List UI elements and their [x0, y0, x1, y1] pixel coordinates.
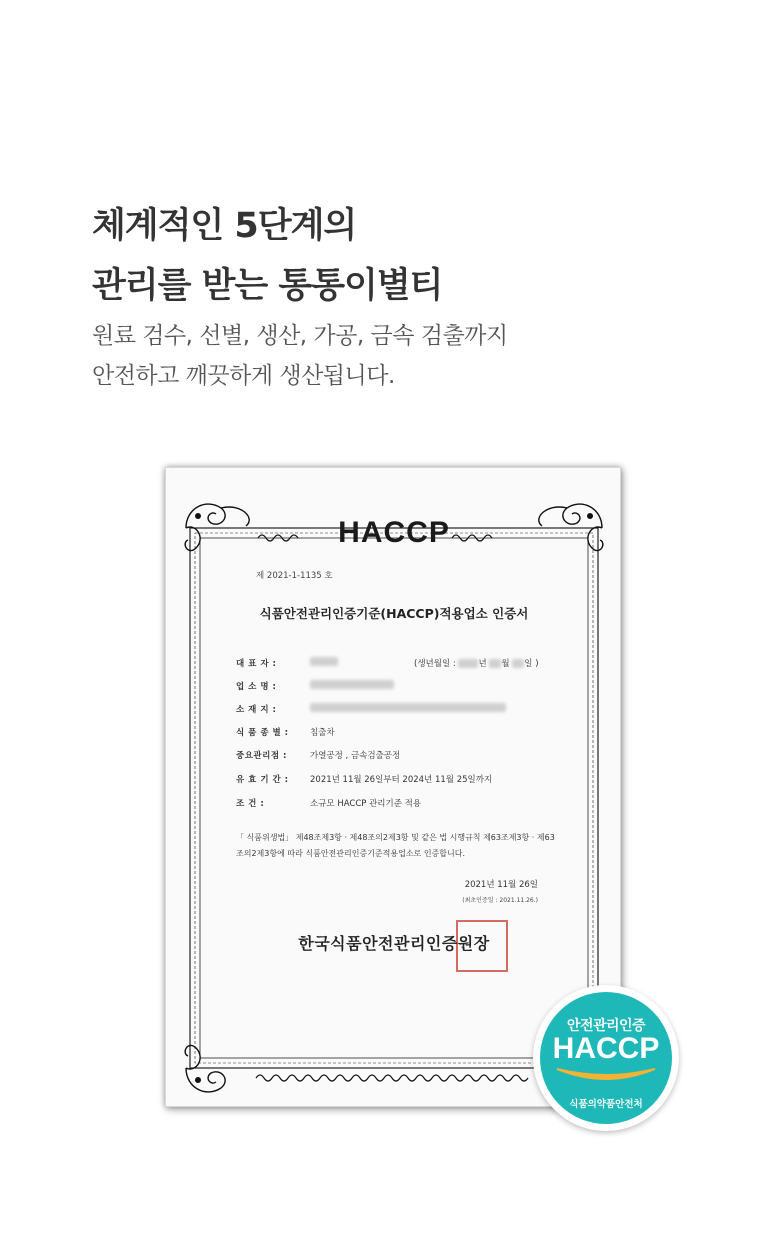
- field-representative: [236, 657, 338, 669]
- field-label: 업 소 명 :: [236, 682, 277, 692]
- badge-swoosh-icon: [555, 1065, 657, 1085]
- field-value-redacted: [310, 657, 338, 669]
- field-label: 유 효 기 간 :: [236, 775, 289, 785]
- birth-day: 일 ): [524, 659, 539, 669]
- field-address: [236, 703, 506, 715]
- birth-month: 월: [501, 659, 510, 669]
- field-business-name: [236, 680, 394, 692]
- birth-year: 년: [478, 659, 487, 669]
- field-validity: [236, 773, 492, 785]
- description-line-1: 원료 검수, 선별, 생산, 가공, 금속 검출까지: [92, 323, 508, 349]
- field-label: 조 건 :: [236, 799, 265, 809]
- field-label: 중요관리점 :: [236, 751, 287, 761]
- field-value: 침출차: [310, 728, 335, 738]
- birth-date: [414, 657, 539, 669]
- description-line-2: 안전하고 깨끗하게 생산됩니다.: [92, 363, 395, 389]
- field-label: 식 품 종 별 :: [236, 728, 289, 738]
- field-label: 소 재 지 :: [236, 705, 277, 715]
- badge-main-text: HACCP: [552, 1032, 660, 1065]
- certificate-number: 제 2021-1-1135 호: [256, 571, 333, 581]
- signer: 한국식품안전관리인증원장: [298, 934, 490, 953]
- description: [92, 316, 508, 396]
- badge-top-text: 안전관리인증: [566, 1018, 646, 1034]
- field-value: 가열공정 , 금속검출공정: [310, 751, 401, 761]
- field-critical-control: [236, 749, 400, 761]
- field-value: 2021년 11월 26일부터 2024년 11월 25일까지: [310, 775, 493, 785]
- badge-bottom-text: 식품의약품안전처: [569, 1099, 643, 1110]
- headline-line-1: 체계적인 5단계의: [92, 206, 357, 246]
- headline-line-2: 관리를 받는 통통이별티: [92, 266, 443, 306]
- certificate-logo-title: HACCP: [338, 516, 450, 549]
- field-label: 대 표 자 :: [236, 659, 277, 669]
- field-value-redacted: [310, 703, 506, 715]
- first-cert-date: (최초인증일 : 2021.11.26.): [462, 897, 538, 904]
- headline: [92, 196, 442, 316]
- certificate-name: 식품안전관리인증기준(HACCP)적용업소 인증서: [259, 606, 529, 621]
- haccp-badge: [533, 985, 679, 1131]
- field-food-type: [236, 726, 335, 738]
- issue-date: 2021년 11월 26일: [464, 880, 538, 890]
- legal-clause: 「 식품위생법」 제48조제3항 · 제48조의2제3항 및 같은 법 시행규칙 제63조제3항 · 제63조의2제3항에 따라 식품안전관리인증기준적용업소로 인증합니다.: [236, 833, 555, 858]
- field-value: 소규모 HACCP 관리기준 적용: [310, 799, 422, 809]
- field-value-redacted: [310, 680, 394, 692]
- field-condition: [236, 797, 421, 809]
- birth-prefix: (생년월일 :: [414, 659, 456, 669]
